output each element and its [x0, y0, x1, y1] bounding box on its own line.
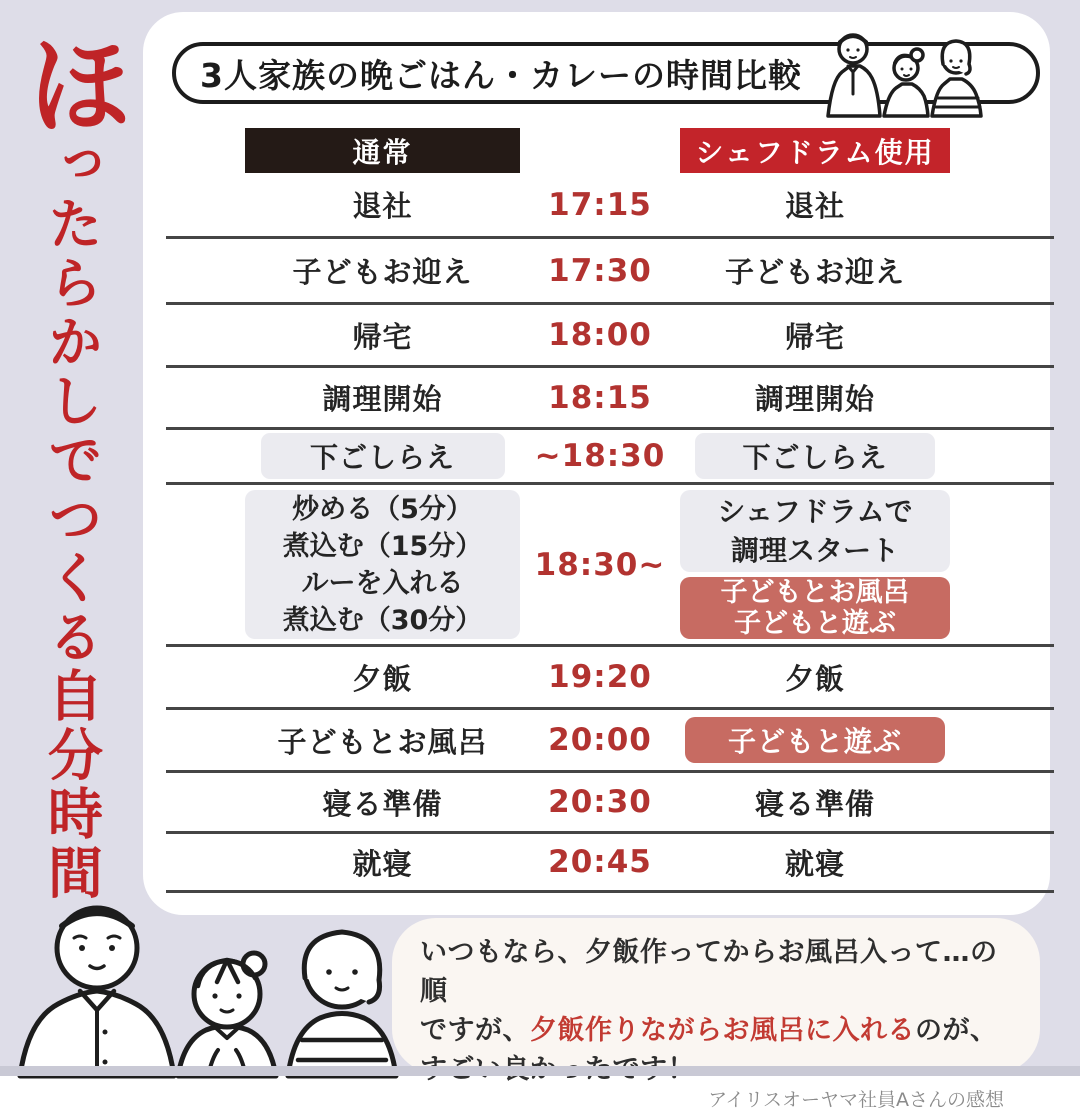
table-row-cooking-steps	[166, 485, 1054, 647]
free-time-line: 子どもと遊ぶ	[734, 608, 896, 639]
time-value: ~18:30	[534, 438, 666, 474]
free-time-box	[680, 577, 950, 639]
table-row	[166, 773, 1054, 834]
chefdrum-activity: 夕飯	[784, 661, 845, 696]
step-line: 調理スタート	[730, 534, 899, 567]
testimonial-line: いつもなら、夕飯作ってからお風呂入って…の順	[420, 937, 998, 1007]
headline-rest: ったらかしでつくる自分時間	[39, 136, 103, 903]
chefdrum-activity: 子どもお迎え	[724, 255, 905, 289]
testimonial-text: ですが、	[420, 1015, 530, 1046]
time-value: 19:20	[548, 659, 652, 695]
step-line: 煮込む（30分）	[282, 604, 483, 636]
table-row	[166, 239, 1054, 305]
normal-activity: 夕飯	[352, 661, 413, 696]
comparison-card	[143, 12, 1050, 915]
time-value: 18:00	[548, 317, 652, 353]
normal-activity: 就寝	[352, 846, 413, 881]
comparison-table	[166, 128, 1054, 893]
card-title-pill	[172, 42, 1040, 104]
chefdrum-activity: 就寝	[784, 846, 845, 881]
time-value: 18:15	[548, 379, 652, 416]
testimonial-bubble	[392, 918, 1040, 1111]
table-row	[166, 305, 1054, 368]
family-illustration	[12, 898, 414, 1076]
table-row	[166, 368, 1054, 430]
time-value: 20:00	[548, 722, 652, 758]
chefdrum-activity: 調理開始	[754, 382, 875, 416]
family-icon	[826, 24, 984, 116]
testimonial-line	[420, 1011, 1016, 1050]
normal-activity: 子どもとお風呂	[277, 724, 488, 759]
table-row	[166, 647, 1054, 710]
table-row	[166, 710, 1054, 773]
time-value: 20:30	[548, 784, 652, 820]
normal-activity-box: 下ごしらえ	[261, 433, 505, 479]
column-header-normal: 通常	[245, 128, 520, 173]
normal-steps-box	[245, 490, 520, 639]
step-line: 煮込む（15分）	[282, 530, 483, 562]
table-row	[166, 430, 1054, 485]
step-line: 炒める（5分）	[292, 493, 473, 525]
normal-activity: 子どもお迎え	[292, 255, 473, 289]
table-row	[166, 834, 1054, 893]
testimonial-text: のが、	[915, 1015, 998, 1046]
headline-first-char: ほ	[10, 30, 133, 136]
table-row	[166, 173, 1054, 239]
normal-activity: 調理開始	[322, 382, 443, 416]
vertical-headline	[10, 30, 133, 950]
time-value: 17:30	[548, 252, 652, 289]
chefdrum-start-box	[680, 490, 950, 572]
normal-activity: 帰宅	[352, 319, 413, 354]
testimonial-attribution: アイリスオーヤマ社員Aさんの感想	[708, 1089, 1004, 1111]
free-time-line: 子どもとお風呂	[720, 577, 910, 608]
column-header-chefdrum: シェフドラム使用	[680, 128, 950, 173]
bottom-edge-strip	[0, 1066, 1080, 1076]
testimonial-highlight: 夕飯作りながらお風呂に入れる	[530, 1015, 915, 1046]
chefdrum-activity-box: 下ごしらえ	[695, 433, 935, 479]
free-time-pill: 子どもと遊ぶ	[685, 717, 945, 763]
chefdrum-activity: 退社	[784, 189, 845, 223]
step-line: ルーを入れる	[301, 567, 464, 599]
chefdrum-activity: 帰宅	[784, 319, 845, 354]
time-value: 20:45	[548, 844, 652, 880]
card-title: 3人家族の晩ごはん・カレーの時間比較	[200, 55, 802, 95]
step-line: シェフドラムで	[717, 495, 913, 528]
time-value: 17:15	[548, 186, 652, 223]
table-header-row	[166, 128, 1054, 173]
normal-activity: 退社	[352, 189, 413, 223]
normal-activity: 寝る準備	[322, 786, 443, 821]
time-value: 18:30~	[534, 546, 666, 583]
chefdrum-activity: 寝る準備	[754, 786, 875, 821]
